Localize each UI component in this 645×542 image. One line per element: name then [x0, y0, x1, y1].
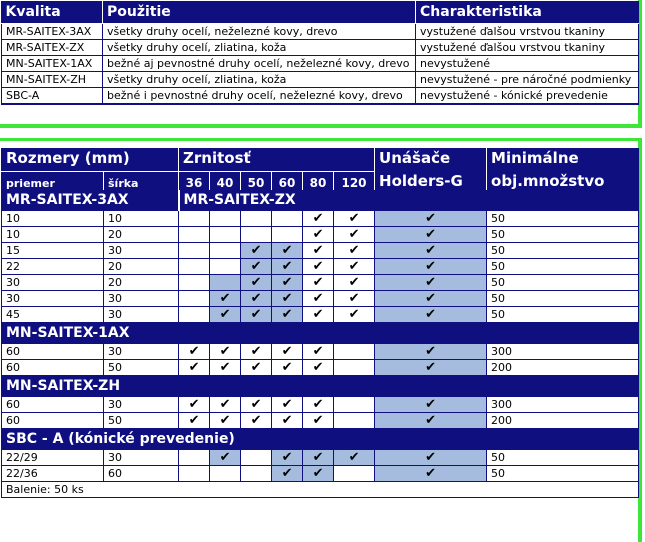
holder-check-icon: ✔: [375, 290, 487, 306]
frame-bottom-top: [0, 138, 642, 141]
header-obj-mnozstvo: obj.množstvo: [491, 171, 605, 190]
grit-check-icon: ✔: [303, 258, 334, 274]
grit-check-icon: ✔: [303, 396, 334, 412]
header-pouzitie: Použitie: [103, 1, 416, 24]
cell-kvalita: SBC-A: [2, 88, 103, 105]
grit-check-icon: ✔: [303, 465, 334, 481]
group-title-secondary: MR-SAITEX-ZX: [179, 190, 639, 211]
grit-check-icon: ✔: [210, 449, 241, 465]
grit-check-icon: ✔: [210, 396, 241, 412]
grit-check-icon: ✔: [241, 290, 272, 306]
grit-check-icon: ✔: [210, 290, 241, 306]
cell-sirka: 20: [104, 226, 179, 242]
grit-cell-empty: [334, 359, 375, 375]
cell-sirka: 20: [104, 258, 179, 274]
cell-priemer: 22/36: [2, 465, 104, 481]
footer-row: [2, 481, 639, 497]
grit-cell-empty: [334, 412, 375, 428]
quality-table-row: [2, 72, 639, 88]
grit-cell-empty: [210, 242, 241, 258]
grit-cell-empty: [179, 242, 210, 258]
grit-cell-empty: [179, 449, 210, 465]
cell-sirka: 30: [104, 306, 179, 322]
grit-check-icon: ✔: [334, 258, 375, 274]
sizes-table: [1, 148, 639, 498]
frame-top-bottom: [0, 124, 642, 128]
grit-check-icon: ✔: [334, 242, 375, 258]
grit-check-icon: ✔: [241, 242, 272, 258]
holder-check-icon: ✔: [375, 226, 487, 242]
header-grit-36: 36: [179, 172, 210, 190]
grit-check-icon: ✔: [272, 274, 303, 290]
grit-check-icon: ✔: [303, 359, 334, 375]
grit-cell-empty: [241, 465, 272, 481]
cell-pouzitie: všetky druhy ocelí, neželezné kovy, drevo: [103, 24, 416, 40]
grit-check-icon: ✔: [303, 226, 334, 242]
header-priemer: priemer: [2, 172, 104, 190]
grit-check-icon: ✔: [272, 465, 303, 481]
size-row: [2, 242, 639, 258]
group-header-row: [2, 428, 639, 449]
cell-min-quantity: 50: [487, 226, 639, 242]
grit-check-icon: ✔: [272, 242, 303, 258]
grit-check-icon: ✔: [303, 242, 334, 258]
holder-check-icon: ✔: [375, 359, 487, 375]
holder-check-icon: ✔: [375, 274, 487, 290]
grit-check-icon: ✔: [179, 412, 210, 428]
grit-cell-empty: [179, 274, 210, 290]
cell-priemer: 60: [2, 412, 104, 428]
grit-cell-empty: [334, 343, 375, 359]
grit-check-icon: ✔: [210, 412, 241, 428]
group-header-row: [2, 190, 639, 211]
grit-check-icon: ✔: [241, 396, 272, 412]
header-unasace: Unášače: [375, 149, 487, 172]
cell-kvalita: MN-SAITEX-ZH: [2, 72, 103, 88]
grit-check-icon: ✔: [334, 290, 375, 306]
cell-priemer: 10: [2, 210, 104, 226]
group-header-row: [2, 322, 639, 343]
cell-min-quantity: 200: [487, 359, 639, 375]
group-title: MN-SAITEX-ZH: [2, 375, 639, 396]
cell-min-quantity: 200: [487, 412, 639, 428]
cell-charakteristika: vystužené ďalšou vrstvou tkaniny: [416, 24, 639, 40]
size-row: [2, 412, 639, 428]
cell-priemer: 22: [2, 258, 104, 274]
grit-cell-empty: [241, 226, 272, 242]
grit-check-icon: ✔: [241, 258, 272, 274]
cell-min-quantity: 300: [487, 396, 639, 412]
cell-pouzitie: všetky druhy ocelí, zliatina, koža: [103, 40, 416, 56]
grit-check-icon: ✔: [303, 412, 334, 428]
cell-priemer: 60: [2, 359, 104, 375]
cell-pouzitie: bežné i pevnostné druhy ocelí, neželezné kovy, drevo: [103, 88, 416, 105]
quality-table-row: [2, 88, 639, 105]
grit-check-icon: ✔: [334, 210, 375, 226]
grit-cell-empty: [179, 465, 210, 481]
grit-cell-empty: [334, 465, 375, 481]
header-minimalne: Minimálne: [491, 149, 579, 167]
cell-min-quantity: 50: [487, 290, 639, 306]
group-title: MR-SAITEX-3AX: [2, 190, 179, 211]
grit-check-icon: ✔: [272, 343, 303, 359]
grit-check-icon: ✔: [303, 343, 334, 359]
size-row: [2, 210, 639, 226]
size-row: [2, 274, 639, 290]
cell-sirka: 60: [104, 465, 179, 481]
size-row: [2, 396, 639, 412]
quality-table-row: [2, 56, 639, 72]
cell-priemer: 45: [2, 306, 104, 322]
cell-pouzitie: bežné aj pevnostné druhy ocelí, neželezné kovy, drevo: [103, 56, 416, 72]
holder-check-icon: ✔: [375, 449, 487, 465]
quality-table: [1, 1, 639, 105]
grit-check-icon: ✔: [179, 396, 210, 412]
cell-priemer: 15: [2, 242, 104, 258]
size-row: [2, 449, 639, 465]
grit-cell-empty: [334, 396, 375, 412]
cell-charakteristika: nevystužené - pre náročné podmienky: [416, 72, 639, 88]
cell-priemer: 60: [2, 343, 104, 359]
grit-check-icon: ✔: [241, 306, 272, 322]
cell-min-quantity: 50: [487, 449, 639, 465]
cell-kvalita: MN-SAITEX-1AX: [2, 56, 103, 72]
holder-check-icon: ✔: [375, 258, 487, 274]
grit-check-icon: ✔: [272, 359, 303, 375]
holder-check-icon: ✔: [375, 396, 487, 412]
cell-min-quantity: 50: [487, 274, 639, 290]
group-title: SBC - A (kónické prevedenie): [2, 428, 639, 449]
grit-check-icon: ✔: [334, 306, 375, 322]
holder-check-icon: ✔: [375, 412, 487, 428]
quality-table-header: [2, 1, 639, 24]
cell-min-quantity: 50: [487, 242, 639, 258]
grit-cell-empty: [210, 258, 241, 274]
cell-sirka: 30: [104, 290, 179, 306]
grit-check-icon: ✔: [241, 343, 272, 359]
size-row: [2, 226, 639, 242]
size-row: [2, 306, 639, 322]
cell-priemer: 60: [2, 396, 104, 412]
grit-check-icon: ✔: [334, 449, 375, 465]
grit-check-icon: ✔: [241, 359, 272, 375]
cell-pouzitie: všetky druhy ocelí, zliatina, koža: [103, 72, 416, 88]
header-charakteristika: Charakteristika: [416, 1, 639, 24]
holder-check-icon: ✔: [375, 242, 487, 258]
grit-cell-empty: [272, 210, 303, 226]
cell-sirka: 10: [104, 210, 179, 226]
cell-charakteristika: nevystužené - kónické prevedenie: [416, 88, 639, 105]
grit-check-icon: ✔: [272, 449, 303, 465]
header-grit-80: 80: [303, 172, 334, 190]
sizes-header-row-1: [2, 149, 639, 172]
quality-table-row: [2, 40, 639, 56]
header-sirka: šírka: [104, 172, 179, 190]
grit-cell-empty: [241, 449, 272, 465]
grit-check-icon: ✔: [334, 226, 375, 242]
grit-cell-empty: [272, 226, 303, 242]
grit-check-icon: ✔: [179, 343, 210, 359]
cell-min-quantity: 300: [487, 343, 639, 359]
grit-check-icon: ✔: [272, 396, 303, 412]
cell-min-quantity: 50: [487, 465, 639, 481]
grit-check-icon: ✔: [303, 290, 334, 306]
grit-check-icon: ✔: [303, 449, 334, 465]
cell-charakteristika: vystužené ďalšou vrstvou tkaniny: [416, 40, 639, 56]
cell-priemer: 22/29: [2, 449, 104, 465]
group-header-row: [2, 375, 639, 396]
grit-cell-empty: [241, 210, 272, 226]
grit-check-icon: ✔: [272, 290, 303, 306]
grit-check-icon: ✔: [272, 412, 303, 428]
header-rozmery: Rozmery (mm): [2, 149, 179, 172]
sizes-header-row-2: [2, 172, 639, 190]
holder-check-icon: ✔: [375, 306, 487, 322]
grit-cell-empty: [210, 274, 241, 290]
cell-kvalita: MR-SAITEX-3AX: [2, 24, 103, 40]
cell-sirka: 50: [104, 359, 179, 375]
holder-check-icon: ✔: [375, 465, 487, 481]
cell-priemer: 30: [2, 274, 104, 290]
cell-sirka: 30: [104, 396, 179, 412]
grit-cell-empty: [210, 226, 241, 242]
grit-check-icon: ✔: [303, 210, 334, 226]
grit-cell-empty: [179, 226, 210, 242]
cell-sirka: 30: [104, 449, 179, 465]
header-grit-40: 40: [210, 172, 241, 190]
cell-min-quantity: 50: [487, 258, 639, 274]
grit-cell-empty: [179, 290, 210, 306]
header-holders: Holders-G: [375, 172, 487, 190]
grit-cell-empty: [179, 306, 210, 322]
grit-cell-empty: [179, 210, 210, 226]
holder-check-icon: ✔: [375, 210, 487, 226]
grit-check-icon: ✔: [210, 306, 241, 322]
cell-sirka: 20: [104, 274, 179, 290]
holder-check-icon: ✔: [375, 343, 487, 359]
grit-check-icon: ✔: [303, 306, 334, 322]
cell-sirka: 50: [104, 412, 179, 428]
header-grit-50: 50: [241, 172, 272, 190]
header-zrnitost: Zrnitosť: [179, 149, 375, 172]
cell-sirka: 30: [104, 242, 179, 258]
group-title: MN-SAITEX-1AX: [2, 322, 639, 343]
size-row: [2, 343, 639, 359]
size-row: [2, 359, 639, 375]
grit-check-icon: ✔: [334, 274, 375, 290]
quality-table-row: [2, 24, 639, 40]
grit-check-icon: ✔: [241, 412, 272, 428]
grit-check-icon: ✔: [210, 343, 241, 359]
cell-sirka: 30: [104, 343, 179, 359]
grit-check-icon: ✔: [241, 274, 272, 290]
grit-cell-empty: [210, 210, 241, 226]
size-row: [2, 465, 639, 481]
cell-min-quantity: 50: [487, 306, 639, 322]
grit-check-icon: ✔: [272, 258, 303, 274]
cell-priemer: 30: [2, 290, 104, 306]
cell-kvalita: MR-SAITEX-ZX: [2, 40, 103, 56]
header-grit-120: 120: [334, 172, 375, 190]
grit-check-icon: ✔: [179, 359, 210, 375]
grit-cell-empty: [179, 258, 210, 274]
cell-charakteristika: nevystužené: [416, 56, 639, 72]
grit-check-icon: ✔: [272, 306, 303, 322]
grit-check-icon: ✔: [210, 359, 241, 375]
header-kvalita: Kvalita: [2, 1, 103, 24]
grit-check-icon: ✔: [303, 274, 334, 290]
header-grit-60: 60: [272, 172, 303, 190]
footer-balenie: Balenie: 50 ks: [2, 481, 639, 497]
grit-cell-empty: [210, 465, 241, 481]
size-row: [2, 258, 639, 274]
cell-min-quantity: 50: [487, 210, 639, 226]
cell-priemer: 10: [2, 226, 104, 242]
size-row: [2, 290, 639, 306]
